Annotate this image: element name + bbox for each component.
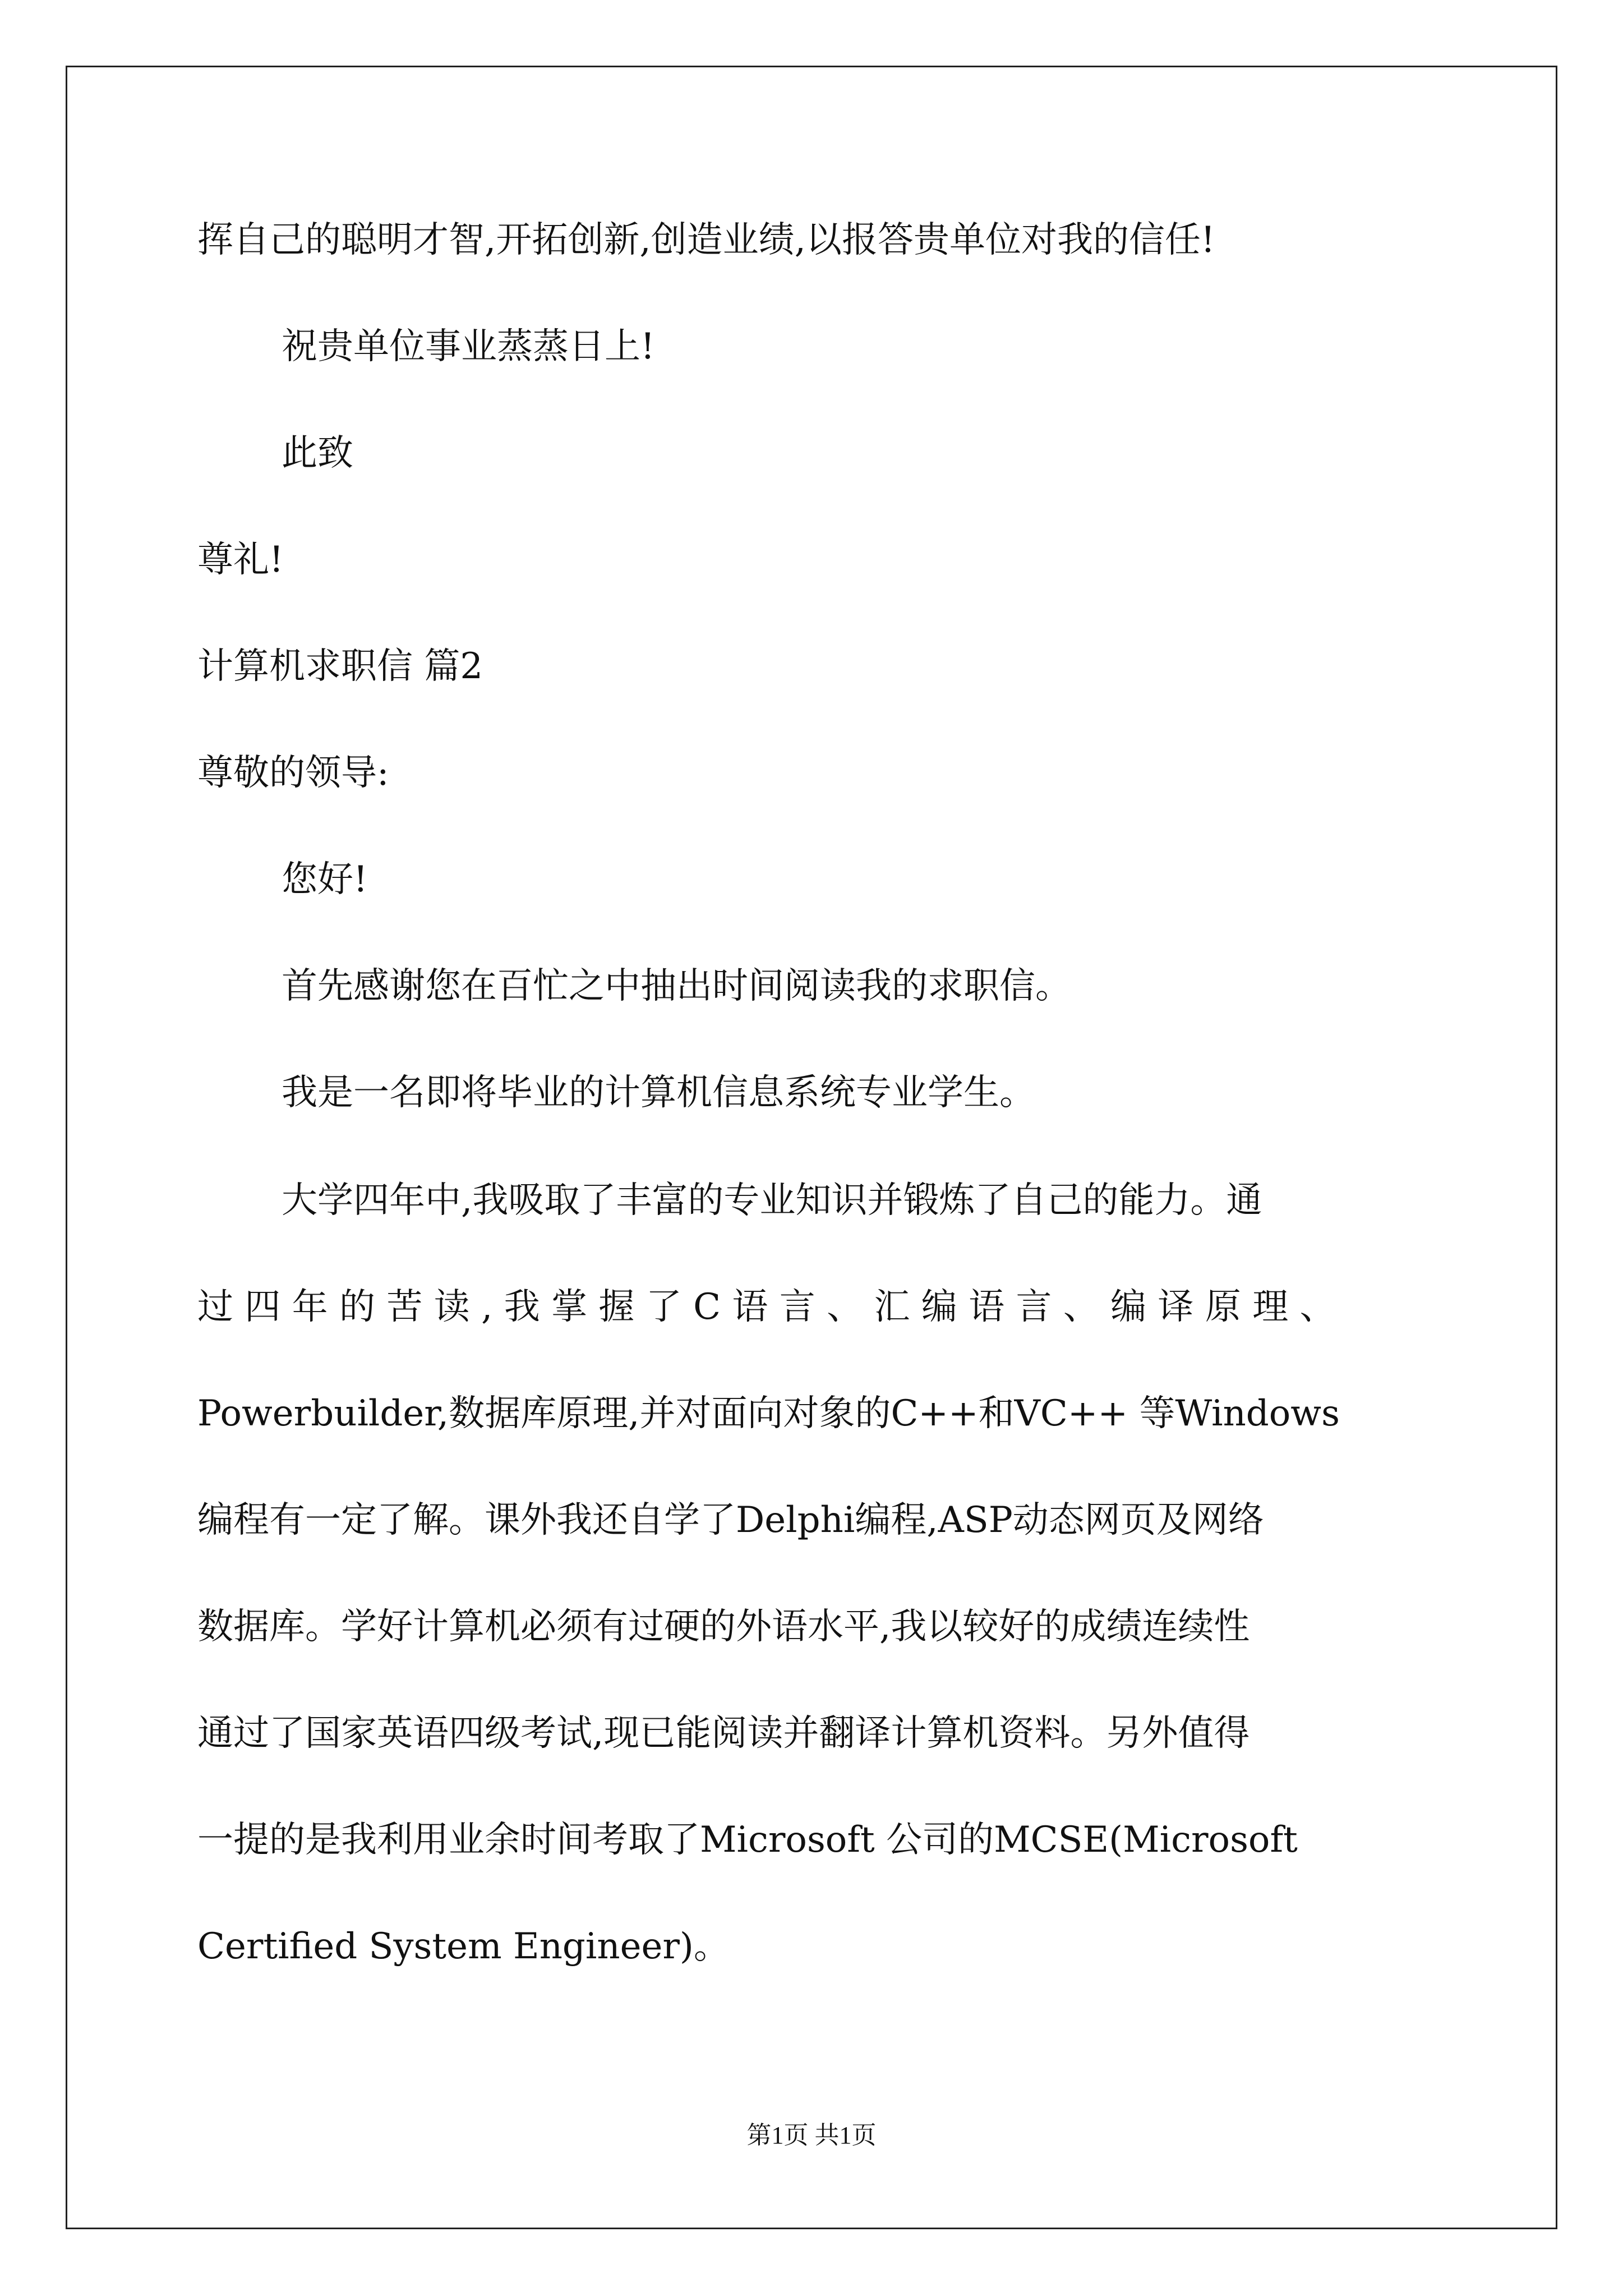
greeting: 您好! bbox=[282, 859, 368, 900]
paragraph-row: 编程有一定了解。课外我还自学了Delphi编程,ASP动态网页及网络 bbox=[197, 1499, 1264, 1541]
text-line-3: 此致 bbox=[282, 432, 353, 474]
text-line-9: 我是一名即将毕业的计算机信息系统专业学生。 bbox=[282, 1072, 1035, 1114]
paragraph-row: Powerbuilder,数据库原理,并对面向对象的C++和VC++ 等Windows bbox=[197, 1393, 1340, 1434]
paragraph-row: 一提的是我利用业余时间考取了Microsoft 公司的MCSE(Microsoft bbox=[197, 1819, 1298, 1861]
body-paragraph bbox=[197, 1147, 1426, 2000]
paragraph-row: 过 四 年 的 苦 读 , 我 掌 握 了 C 语 言 、 汇 编 语 言 、 编 译 原 理 、 bbox=[197, 1286, 1336, 1328]
paragraph-row: 通过了国家英语四级考试,现已能阅读并翻译计算机资料。另外值得 bbox=[197, 1713, 1250, 1754]
text-line-1: 挥自己的聪明才智,开拓创新,创造业绩,以报答贵单位对我的信任! bbox=[197, 219, 1215, 261]
text-line-8: 首先感谢您在百忙之中抽出时间阅读我的求职信。 bbox=[282, 965, 1071, 1007]
paragraph-row: 数据库。学好计算机必须有过硬的外语水平,我以较好的成绩连续性 bbox=[197, 1606, 1250, 1648]
section-heading: 计算机求职信 篇2 bbox=[197, 646, 483, 687]
text-line-4: 尊礼! bbox=[197, 539, 284, 581]
paragraph-row: 大学四年中,我吸取了丰富的专业知识并锻炼了自己的能力。通 bbox=[282, 1180, 1262, 1221]
text-line-2: 祝贵单位事业蒸蒸日上! bbox=[282, 326, 655, 367]
salutation: 尊敬的领导: bbox=[197, 752, 389, 794]
page-footer: 第1页 共1页 bbox=[746, 2122, 877, 2149]
paragraph-row: Certified System Engineer)。 bbox=[197, 1926, 730, 1967]
